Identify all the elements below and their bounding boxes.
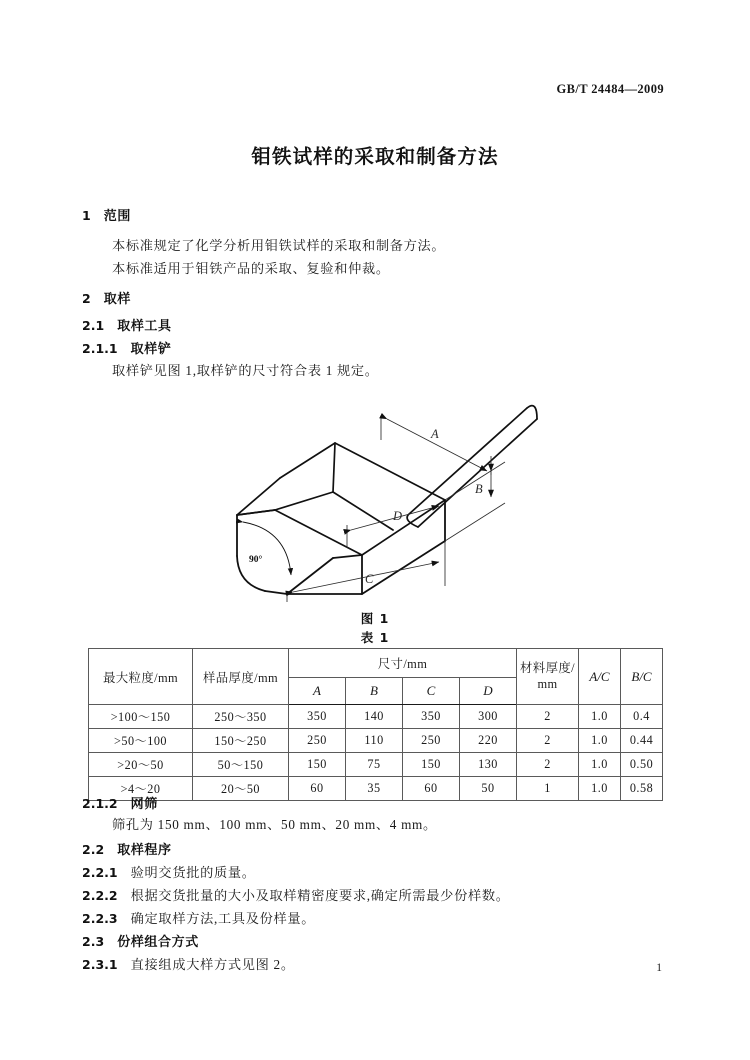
heading-gap: [118, 796, 131, 811]
th-bc: B/C: [621, 649, 663, 705]
cell-b: 140: [346, 705, 403, 729]
cell-b: 35: [346, 777, 403, 801]
section-2-1-heading: [82, 318, 672, 334]
table-row: [89, 753, 663, 777]
section-2-2-heading: [82, 842, 672, 858]
cell-sample-thickness: 20～50: [193, 777, 289, 801]
cell-c: 250: [403, 729, 460, 753]
th-material-thickness: [517, 649, 579, 705]
section-2-number: 2: [82, 291, 91, 306]
section-2-2-number: 2.2: [82, 842, 105, 857]
th-sample-thickness: 样品厚度/mm: [193, 649, 289, 705]
cell-ac: 1.0: [579, 705, 621, 729]
section-2-1-2-title: 网筛: [130, 797, 158, 812]
heading-gap: [104, 318, 117, 333]
cell-bc: 0.58: [621, 777, 663, 801]
section-2-2-3-number: 2.2.3: [82, 911, 118, 926]
section-2-2-1-text: 验明交货批的质量。: [130, 865, 256, 880]
section-2-1-1-number: 2.1.1: [82, 341, 118, 356]
cell-d: 220: [460, 729, 517, 753]
section-2-title: 取样: [103, 292, 131, 307]
figure-label-b: B: [475, 482, 483, 496]
section-1-paragraph-2: 本标准适用于钼铁产品的采取、复验和仲裁。: [112, 261, 390, 276]
section-1-number: 1: [82, 208, 91, 223]
heading-gap: [104, 934, 117, 949]
table-row: [89, 729, 663, 753]
section-2-2-3-text: 确定取样方法,工具及份样量。: [130, 911, 316, 926]
section-2-3-number: 2.3: [82, 934, 105, 949]
th-ac: A/C: [579, 649, 621, 705]
cell-material-thickness: 2: [517, 729, 579, 753]
cell-max-grain: >50～100: [89, 729, 193, 753]
heading-gap: [118, 341, 131, 356]
heading-gap: [118, 865, 131, 880]
section-1-paragraph-1: 本标准规定了化学分析用钼铁试样的采取和制备方法。: [112, 238, 446, 253]
section-2-1-1-title: 取样铲: [130, 342, 172, 357]
cell-c: 150: [403, 753, 460, 777]
cell-a: 150: [289, 753, 346, 777]
th-material-thickness-line2: mm: [537, 676, 558, 691]
cell-b: 75: [346, 753, 403, 777]
section-2-2-1: [82, 865, 672, 881]
cell-b: 110: [346, 729, 403, 753]
cell-max-grain: >20～50: [89, 753, 193, 777]
section-2-3-title: 份样组合方式: [117, 935, 199, 950]
cell-bc: 0.4: [621, 705, 663, 729]
section-2-1-2-paragraph: 筛孔为 150 mm、100 mm、50 mm、20 mm、4 mm。: [112, 817, 437, 832]
page-number: 1: [656, 962, 662, 974]
heading-gap: [118, 911, 131, 926]
standard-code-header: GB/T 24484—2009: [556, 82, 664, 96]
heading-gap: [91, 291, 104, 306]
heading-gap: [91, 208, 104, 223]
cell-sample-thickness: 50～150: [193, 753, 289, 777]
cell-a: 60: [289, 777, 346, 801]
table-header-row-1: [89, 649, 663, 678]
cell-material-thickness: 2: [517, 705, 579, 729]
section-2-3-heading: [82, 934, 672, 950]
section-2-1-2-heading: [82, 796, 672, 812]
section-2-1-1-heading: [82, 341, 672, 357]
th-dim-c: C: [403, 678, 460, 705]
section-2-1-title: 取样工具: [117, 319, 172, 334]
section-2-2-1-number: 2.2.1: [82, 865, 118, 880]
section-2-1-2-number: 2.1.2: [82, 796, 118, 811]
sampling-shovel-figure: [175, 370, 595, 602]
cell-ac: 1.0: [579, 753, 621, 777]
figure-label-a: A: [431, 427, 439, 441]
cell-c: 60: [403, 777, 460, 801]
spec-table: [88, 648, 663, 801]
cell-d: 300: [460, 705, 517, 729]
cell-a: 250: [289, 729, 346, 753]
figure-label-d: D: [393, 509, 403, 523]
cell-ac: 1.0: [579, 777, 621, 801]
th-dim-d: D: [460, 678, 517, 705]
th-max-grain: 最大粒度/mm: [89, 649, 193, 705]
cell-bc: 0.50: [621, 753, 663, 777]
section-2-1-number: 2.1: [82, 318, 105, 333]
cell-max-grain: >4～20: [89, 777, 193, 801]
figure-label-c: C: [365, 572, 374, 586]
spec-table-wrapper: [88, 648, 662, 801]
cell-material-thickness: 2: [517, 753, 579, 777]
section-1-heading: [82, 208, 672, 224]
th-dim-b: B: [346, 678, 403, 705]
cell-max-grain: >100～150: [89, 705, 193, 729]
heading-gap: [104, 842, 117, 857]
section-2-2-3: [82, 911, 672, 927]
th-dim-a: A: [289, 678, 346, 705]
section-2-3-1-number: 2.3.1: [82, 957, 118, 972]
table-row: [89, 705, 663, 729]
cell-sample-thickness: 250～350: [193, 705, 289, 729]
section-2-2-2-text: 根据交货批量的大小及取样精密度要求,确定所需最少份样数。: [130, 888, 510, 903]
section-2-3-1-text: 直接组成大样方式见图 2。: [130, 957, 295, 972]
cell-c: 350: [403, 705, 460, 729]
section-2-2-2: [82, 888, 672, 904]
cell-ac: 1.0: [579, 729, 621, 753]
cell-d: 130: [460, 753, 517, 777]
section-2-1-1-paragraph: 取样铲见图 1,取样铲的尺寸符合表 1 规定。: [112, 363, 379, 378]
th-material-thickness-line1: 材料厚度/: [519, 661, 575, 676]
section-2-2-title: 取样程序: [117, 843, 172, 858]
section-1-title: 范围: [103, 209, 131, 224]
figure-caption: 图 1: [360, 611, 390, 626]
table-caption: 表 1: [360, 630, 390, 645]
page-title: 钼铁试样的采取和制备方法: [251, 145, 499, 168]
cell-d: 50: [460, 777, 517, 801]
cell-bc: 0.44: [621, 729, 663, 753]
cell-a: 350: [289, 705, 346, 729]
cell-material-thickness: 1: [517, 777, 579, 801]
cell-sample-thickness: 150～250: [193, 729, 289, 753]
th-dimensions: 尺寸/mm: [289, 649, 517, 678]
figure-label-angle: 90°: [249, 555, 263, 565]
heading-gap: [118, 888, 131, 903]
section-2-heading: [82, 291, 672, 307]
section-2-2-2-number: 2.2.2: [82, 888, 118, 903]
